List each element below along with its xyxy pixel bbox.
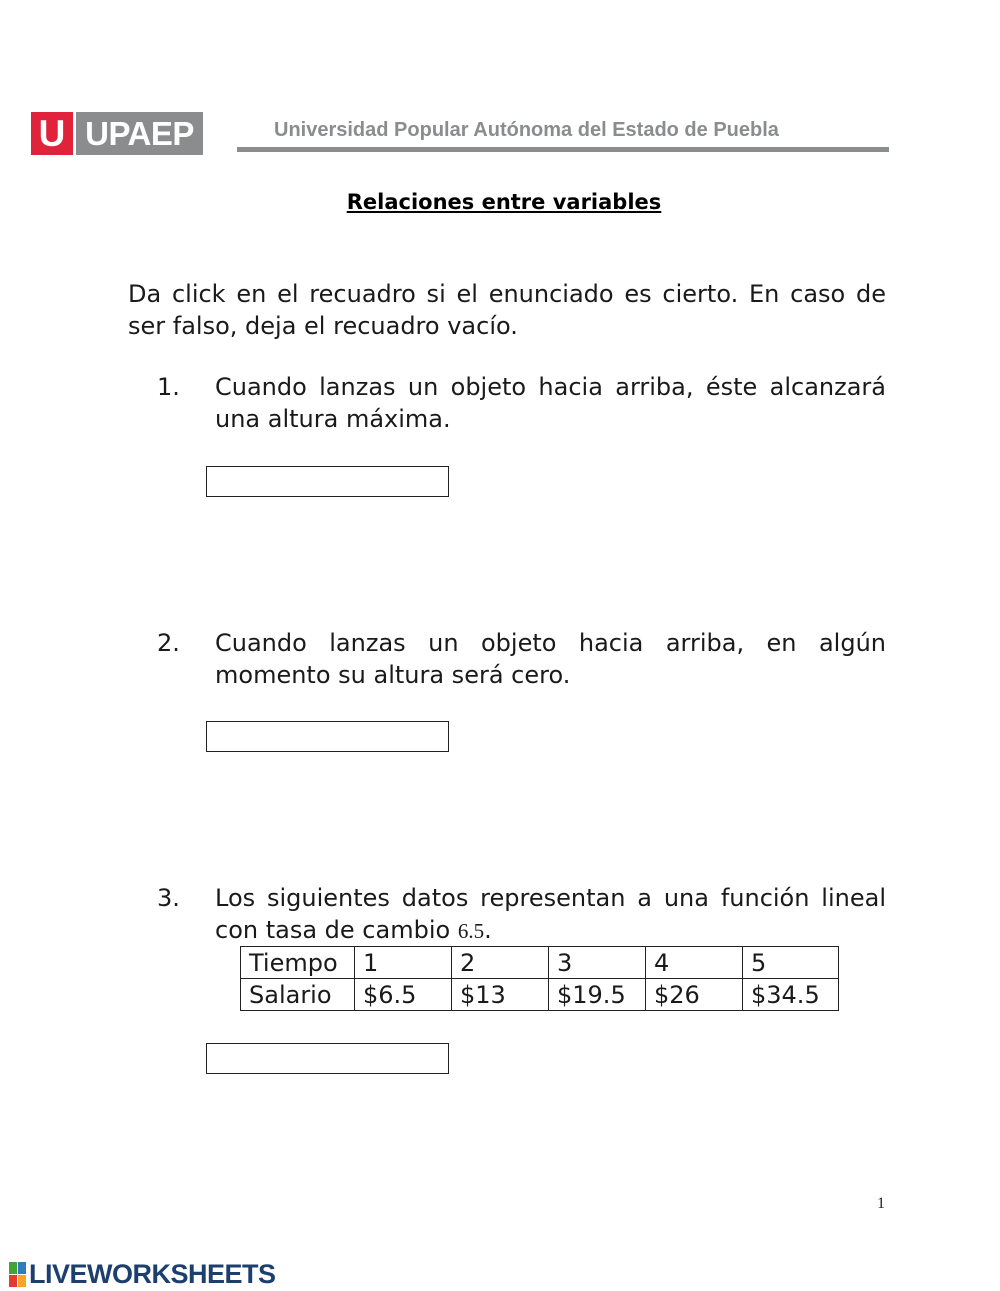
answer-box-2[interactable] (206, 721, 449, 752)
page-title: Relaciones entre variables (346, 190, 662, 214)
university-name: Universidad Popular Autónoma del Estado de Puebla (274, 119, 779, 141)
table-cell: 3 (549, 947, 646, 979)
header-divider (237, 147, 889, 152)
table-cell: $6.5 (355, 979, 452, 1011)
table-cell: $34.5 (743, 979, 839, 1011)
question-3-text (215, 882, 886, 947)
table-cell: Salario (241, 979, 355, 1011)
question-3-number: 3. (157, 884, 180, 912)
page-number: 1 (877, 1195, 885, 1212)
answer-box-3[interactable] (206, 1043, 449, 1074)
question-2-text: Cuando lanzas un objeto hacia arriba, en algún momento su altura será cero. (215, 629, 886, 689)
liveworksheets-icon (9, 1262, 26, 1287)
rate-of-change-value: 6.5 (457, 919, 485, 943)
table-row (241, 947, 839, 979)
table-cell: 5 (743, 947, 839, 979)
question-1-text: Cuando lanzas un objeto hacia arriba, éste alcanzará una altura máxima. (215, 373, 886, 433)
table-cell: $26 (646, 979, 743, 1011)
liveworksheets-brand: LIVEWORKSHEETS (29, 1259, 276, 1289)
table-cell: 2 (452, 947, 549, 979)
table-cell: Tiempo (241, 947, 355, 979)
logo-text: UPAEP (76, 112, 203, 155)
table-cell: $19.5 (549, 979, 646, 1011)
question-2-number: 2. (157, 629, 180, 657)
liveworksheets-logo (9, 1259, 276, 1290)
table-row (241, 979, 839, 1011)
upaep-logo (31, 112, 203, 155)
logo-letter: U (31, 112, 73, 155)
table-cell: $13 (452, 979, 549, 1011)
question-3-text-suffix: . (484, 916, 492, 944)
table-cell: 4 (646, 947, 743, 979)
table-cell: 1 (355, 947, 452, 979)
question-1-number: 1. (157, 373, 180, 401)
salary-table (240, 946, 839, 1011)
instructions-text: Da click en el recuadro si el enunciado es cierto. En caso de ser falso, deja el recuadro vacío. (128, 280, 886, 340)
answer-box-1[interactable] (206, 466, 449, 497)
question-3-text-prefix: Los siguientes datos representan a una función lineal con tasa de cambio (215, 884, 886, 944)
